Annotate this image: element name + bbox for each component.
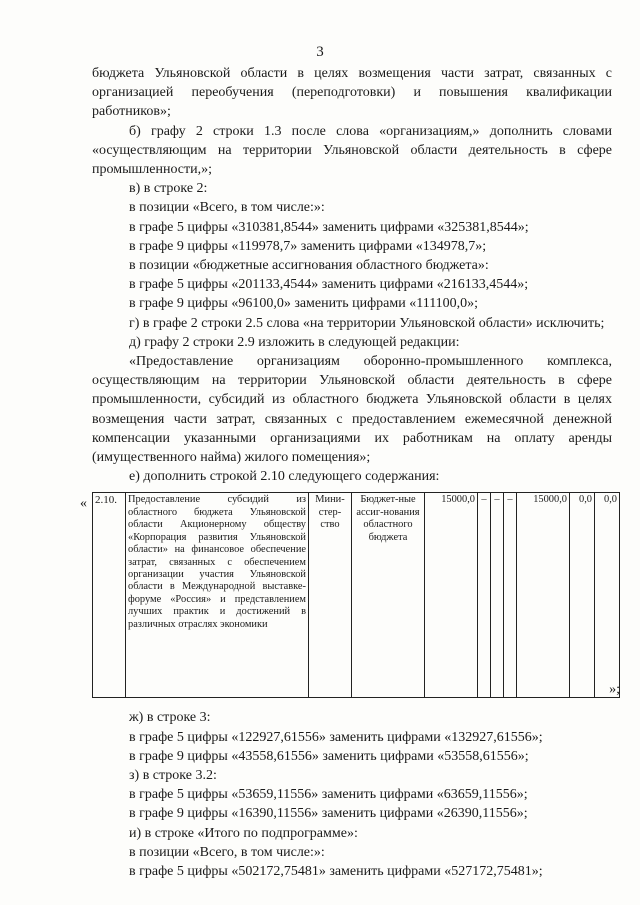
section-i bbox=[92, 824, 612, 882]
page-number: 3 bbox=[316, 44, 324, 60]
cell-organization: Мини-стер-ство bbox=[309, 493, 352, 698]
table-quote-open: « bbox=[80, 496, 87, 512]
paragraph-d-quote: «Предоставление организациям оборонно-промышленного комплекса, осуществляющим на территории Ульяновской области деятельность в сфере промышленности, субсидий из областного бюджета Ульяновской области в целях возмещения части затрат, связанных с предоставлением ежемесячной денежной компенсации указанными организациями их работникам на оплату аренды (имущественного найма) жилого помещения»; bbox=[92, 354, 612, 466]
section-i-heading: и) в строке «Итого по подпрограмме»: bbox=[129, 825, 358, 841]
section-v-heading: в) в строке 2: bbox=[129, 181, 208, 197]
section-v-line: в графе 9 цифры «119978,7» заменить цифрами «134978,7»; bbox=[129, 238, 487, 254]
section-v-line: в позиции «бюджетные ассигнования областного бюджета»: bbox=[129, 258, 489, 274]
section-v-line: в графе 9 цифры «96100,0» заменить цифрами «111100,0»; bbox=[129, 296, 479, 312]
section-i-line: в графе 5 цифры «502172,75481» заменить цифрами «527172,75481»; bbox=[129, 864, 543, 880]
cell-number: 2.10. bbox=[93, 493, 126, 698]
table-row bbox=[93, 493, 620, 698]
section-zh-line: в графе 5 цифры «122927,61556» заменить цифрами «132927,61556»; bbox=[129, 729, 543, 745]
paragraph-g: г) в графе 2 строки 2.5 слова «на территории Ульяновской области» исключить; bbox=[129, 315, 605, 331]
section-z-line: в графе 5 цифры «53659,11556» заменить цифрами «63659,11556»; bbox=[129, 787, 528, 803]
cell-total: 15000,0 bbox=[425, 493, 478, 698]
section-z bbox=[92, 766, 612, 824]
section-v bbox=[92, 179, 612, 313]
cell-dash: – bbox=[504, 493, 517, 698]
paragraph-continuation: бюджета Ульяновской области в целях возмещения части затрат, связанных с организацией переобучения (переподготовки) и повышения квалификации работников»; bbox=[92, 66, 612, 120]
inserted-row-table bbox=[80, 492, 620, 698]
paragraph-e: е) дополнить строкой 2.10 следующего содержания: bbox=[129, 469, 440, 485]
section-zh-heading: ж) в строке 3: bbox=[129, 710, 211, 726]
section-z-line: в графе 9 цифры «16390,11556» заменить цифрами «26390,11556»; bbox=[129, 806, 528, 822]
cell-dash: – bbox=[478, 493, 491, 698]
section-z-heading: з) в строке 3.2: bbox=[129, 768, 217, 784]
paragraph-d: д) графу 2 строки 2.9 изложить в следующей редакции: bbox=[129, 334, 460, 350]
section-v-line: в позиции «Всего, в том числе:»: bbox=[129, 200, 325, 216]
section-zh-line: в графе 9 цифры «43558,61556» заменить цифрами «53558,61556»; bbox=[129, 748, 529, 764]
document-body bbox=[80, 64, 620, 881]
cell-value: 0,0 bbox=[570, 493, 595, 698]
cell-funding-source: Бюджет-ные ассиг-нования областного бюджета bbox=[352, 493, 425, 698]
section-i-line: в позиции «Всего, в том числе:»: bbox=[129, 844, 325, 860]
section-v-line: в графе 5 цифры «310381,8544» заменить цифрами «325381,8544»; bbox=[129, 219, 529, 235]
section-zh bbox=[92, 708, 612, 766]
row-2-10-table bbox=[92, 492, 620, 698]
paragraph-b: б) графу 2 строки 1.3 после слова «организациям,» дополнить словами «осуществляющим на территории Ульяновской области деятельность в сфере промышленности,»; bbox=[92, 123, 612, 178]
cell-dash: – bbox=[491, 493, 504, 698]
section-v-line: в графе 5 цифры «201133,4544» заменить цифрами «216133,4544»; bbox=[129, 277, 529, 293]
cell-value: 0,0 bbox=[595, 493, 620, 698]
cell-description: Предоставление субсидий из областного бюджета Ульяновской области Акционерному обществу «Корпорация развития Ульяновской области» на финансовое обеспечение затрат, связанных с обеспечением организации участия Ульяновской области в Международной выставке-форуме «Россия» и представлением лучших практик и достижений в различных отраслях экономики bbox=[126, 493, 309, 698]
cell-year-value: 15000,0 bbox=[517, 493, 570, 698]
table-quote-close: »; bbox=[609, 682, 620, 698]
